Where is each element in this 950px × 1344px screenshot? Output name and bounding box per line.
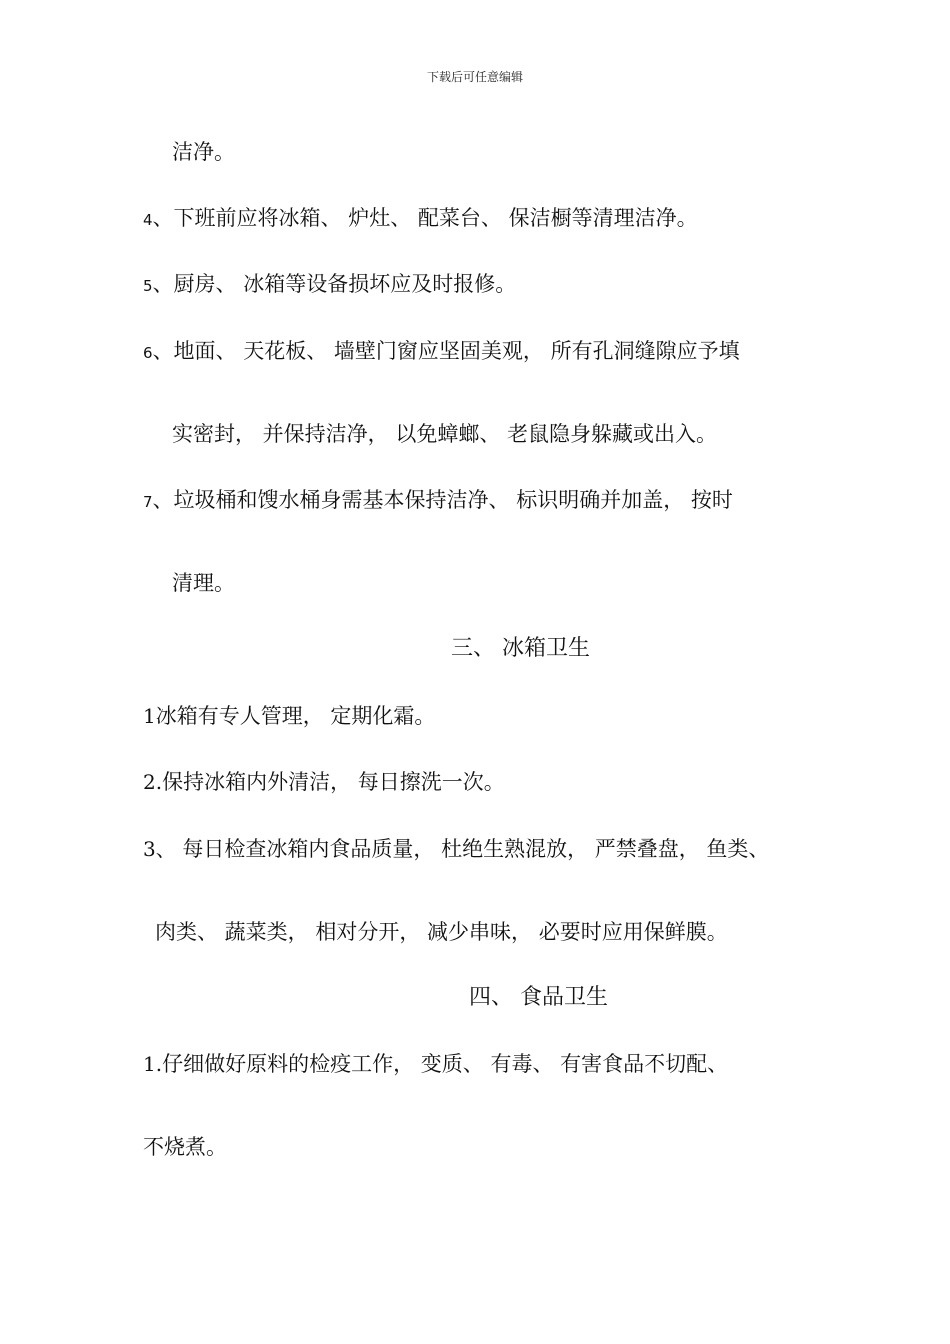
item4-line: [143, 204, 698, 234]
item7-line1: [143, 486, 733, 516]
item6-line2: 实密封， 并保持洁净， 以免蟑螂、 老鼠隐身躲藏或出入。: [172, 422, 718, 446]
s3-item2-number: 2.: [143, 770, 163, 794]
item3-continuation: 洁净。: [172, 140, 235, 164]
s3-item3-line2: 肉类、 蔬菜类， 相对分开， 减少串味， 必要时应用保鲜膜。: [155, 920, 728, 944]
item5-text: 、厨房、 冰箱等设备损坏应及时报修。: [152, 272, 517, 296]
item6-text-line1: 、地面、 天花板、 墙壁门窗应坚固美观， 所有孔洞缝隙应予填: [152, 339, 740, 363]
section4-heading: 四、 食品卫生: [469, 985, 608, 1010]
s3-item2-text: 保持冰箱内外清洁， 每日擦洗一次。: [162, 770, 505, 794]
s4-item1-line1: [143, 1050, 728, 1078]
s3-item3-line1: [143, 835, 769, 863]
item4-number: 4: [143, 211, 153, 229]
header-note: 下载后可任意编辑: [426, 70, 523, 84]
item4-text: 、下班前应将冰箱、 炉灶、 配菜台、 保洁橱等清理洁净。: [152, 206, 698, 230]
s3-item1-text: 冰箱有专人管理， 定期化霜。: [155, 704, 436, 728]
item7-number: 7: [143, 493, 153, 511]
section3-heading: 三、 冰箱卫生: [451, 636, 590, 661]
item7-line2: 清理。: [172, 571, 235, 595]
s3-item1-line: [143, 702, 435, 730]
s3-item3-text-line1: 每日检查冰箱内食品质量， 杜绝生熟混放， 严禁叠盘， 鱼类、: [175, 837, 770, 861]
item6-number: 6: [143, 344, 153, 362]
s3-item3-number: 3、: [143, 837, 176, 861]
s3-item2-line: [143, 768, 505, 796]
s3-item1-number: 1: [143, 704, 156, 728]
s4-item1-text-line1: 仔细做好原料的检疫工作， 变质、 有毒、 有害食品不切配、: [162, 1052, 729, 1076]
s4-item1-number: 1.: [143, 1052, 163, 1076]
item5-line: [143, 270, 516, 300]
s4-item1-line2: 不烧煮。: [143, 1135, 227, 1159]
item5-number: 5: [143, 277, 153, 295]
item6-line1: [143, 337, 740, 367]
item7-text-line1: 、垃圾桶和馊水桶身需基本保持洁净、 标识明确并加盖， 按时: [152, 488, 733, 512]
